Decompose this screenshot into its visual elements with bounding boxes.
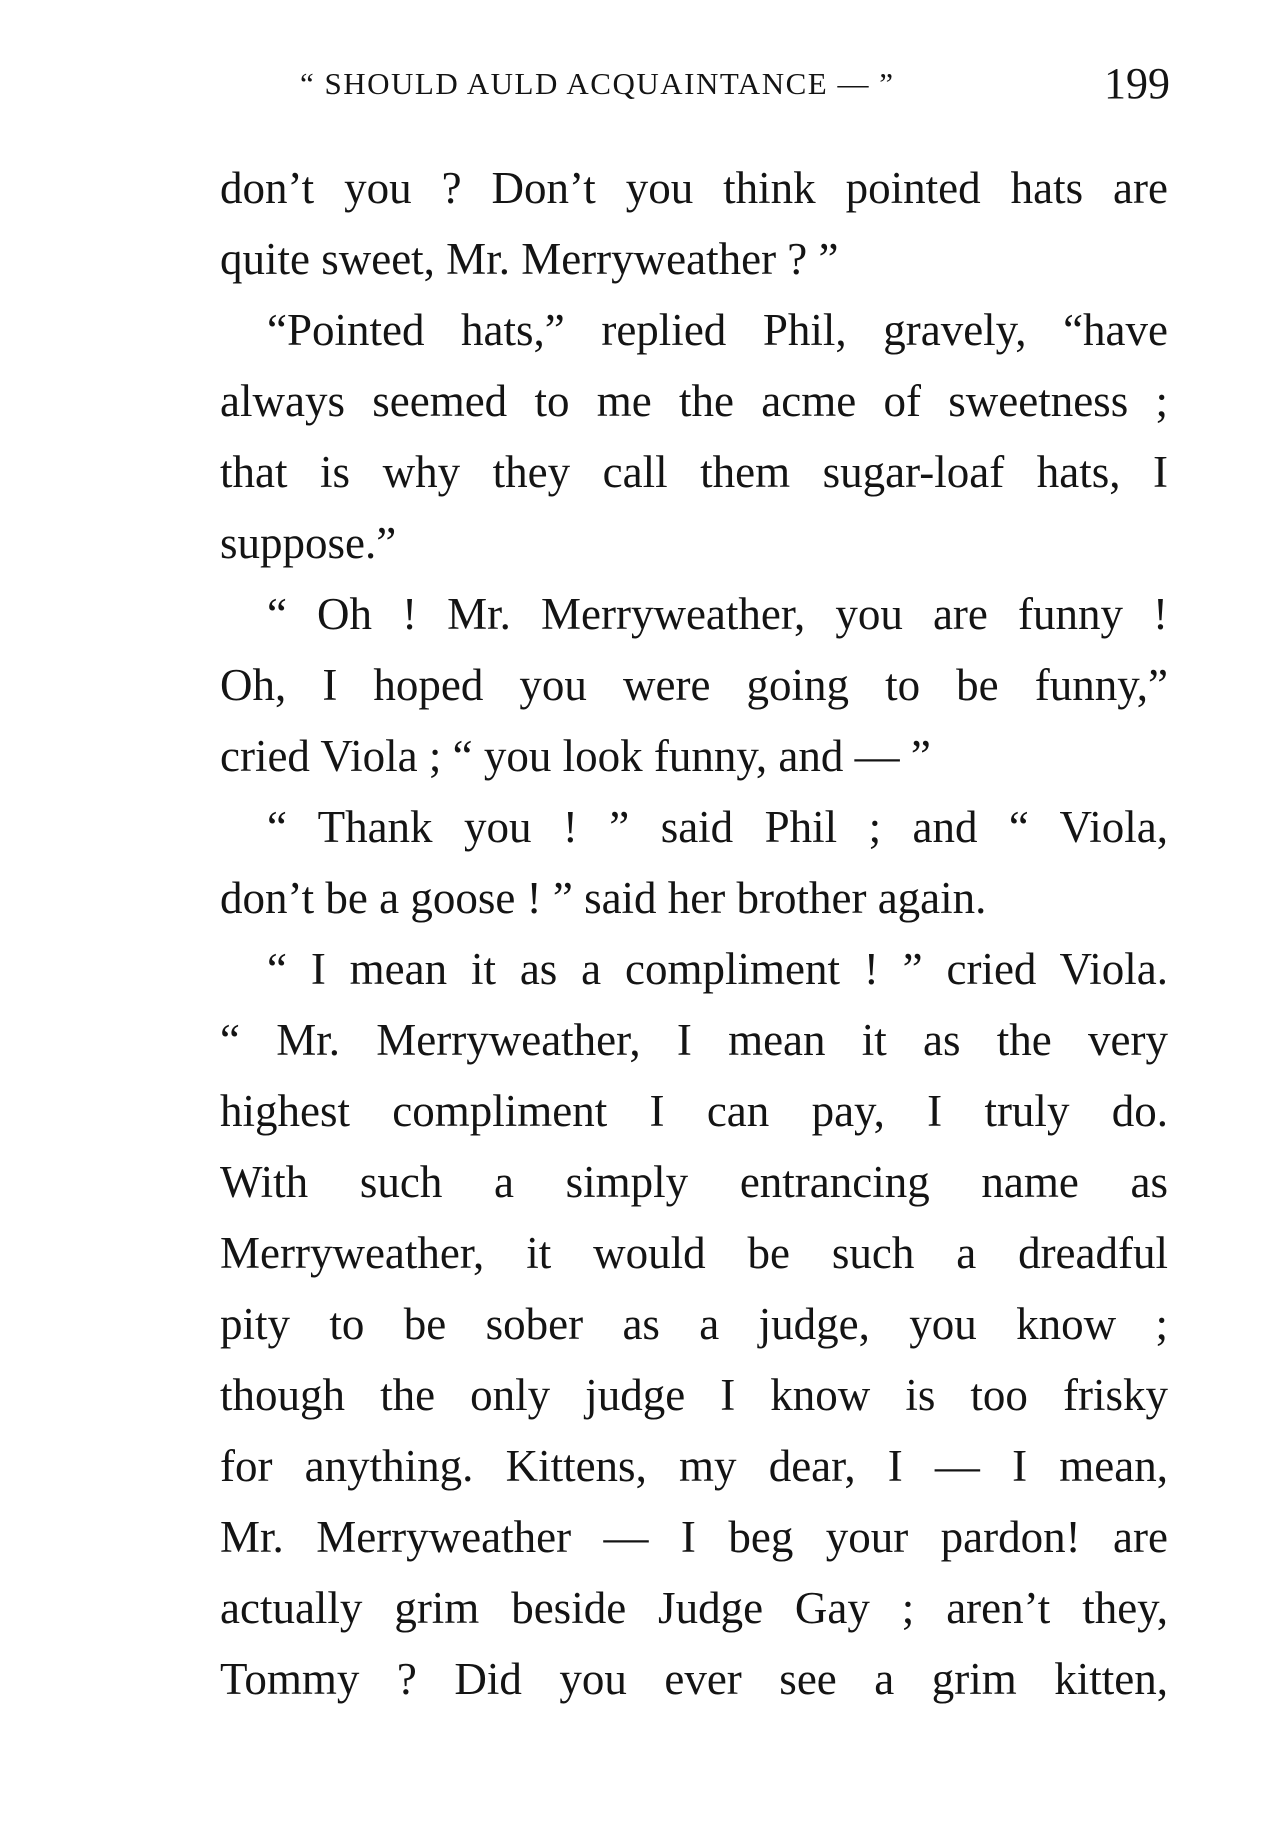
text-line: Oh, I hoped you were going to be funny,” [220,660,1168,710]
body-text [220,153,1168,1715]
text-line: pity to be sober as a judge, you know ; [220,1299,1168,1349]
text-line: don’t you ? Don’t you think pointed hats are [220,163,1168,213]
text-line: suppose.” [220,518,397,568]
text-line: that is why they call them sugar-loaf hats, I [220,447,1168,497]
text-line: Merryweather, it would be such a dreadful [220,1228,1168,1278]
running-title: “ SHOULD AULD ACQUAINTANCE — ” [300,66,895,101]
text-line: cried Viola ; “ you look funny, and — ” [220,731,931,781]
text-line: don’t be a goose ! ” said her brother again. [220,873,987,923]
page-number: 199 [1104,59,1170,108]
text-line: quite sweet, Mr. Merryweather ? ” [220,234,839,284]
text-line: With such a simply entrancing name as [220,1157,1168,1207]
text-line: Tommy ? Did you ever see a grim kitten, [220,1654,1168,1704]
text-line: Mr. Merryweather — I beg your pardon! are [220,1512,1168,1562]
text-line: “ Mr. Merryweather, I mean it as the very [220,1015,1168,1065]
text-line: always seemed to me the acme of sweetness ; [220,376,1168,426]
text-line: “ Thank you ! ” said Phil ; and “ Viola, [267,802,1168,852]
text-line: highest compliment I can pay, I truly do. [220,1086,1168,1136]
text-line: for anything. Kittens, my dear, I — I mean, [220,1441,1168,1491]
text-line: though the only judge I know is too frisky [220,1370,1168,1420]
running-head [300,59,1170,112]
text-line: actually grim beside Judge Gay ; aren’t they, [220,1583,1168,1633]
text-line: “ Oh ! Mr. Merryweather, you are funny ! [267,589,1168,639]
text-line: “Pointed hats,” replied Phil, gravely, “have [267,305,1168,355]
text-line: “ I mean it as a compliment ! ” cried Viola. [267,944,1168,994]
